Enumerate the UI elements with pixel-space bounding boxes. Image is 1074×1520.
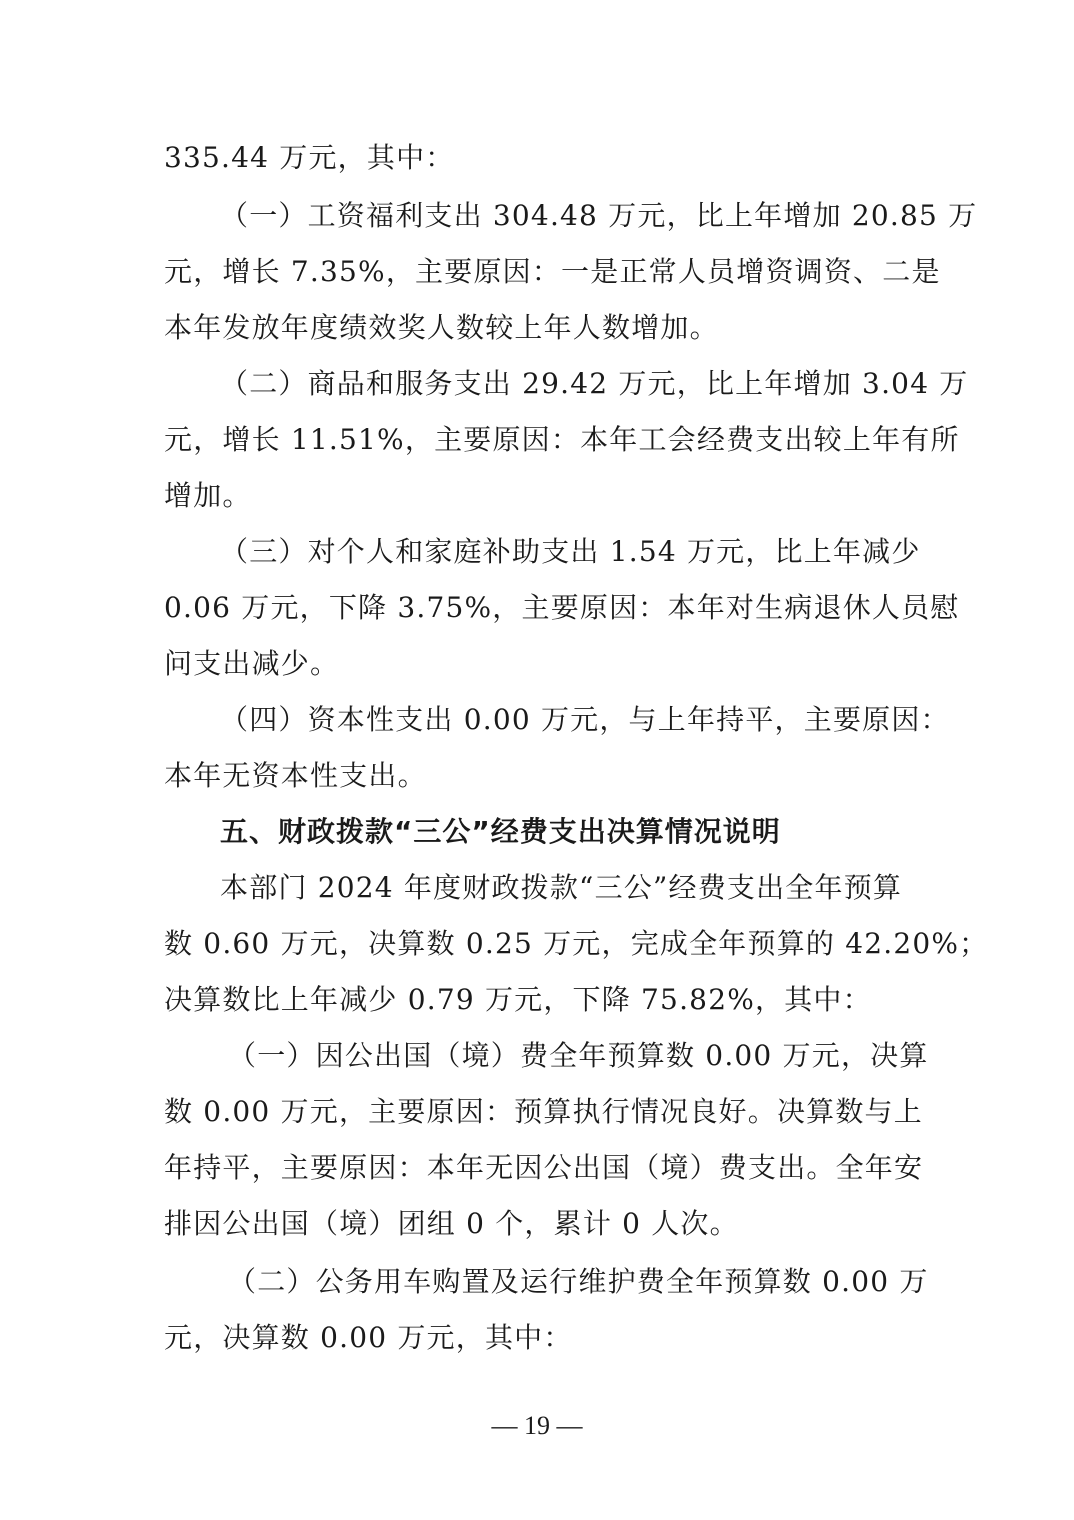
text-line: 元，增长 7.35%，主要原因：一是正常人员增资调资、二是 xyxy=(164,255,941,288)
page-number: — 19 — xyxy=(491,1411,583,1440)
text-line: 本年无资本性支出。 xyxy=(164,759,427,792)
text-line: 元，决算数 0.00 万元，其中： xyxy=(164,1321,573,1354)
text-line: （一）工资福利支出 304.48 万元，比上年增加 20.85 万 xyxy=(220,199,978,232)
text-line: 年持平，主要原因：本年无因公出国（境）费支出。全年安 xyxy=(164,1151,924,1184)
text-line: （四）资本性支出 0.00 万元，与上年持平，主要原因： xyxy=(220,703,950,736)
text-line: 数 0.60 万元，决算数 0.25 万元，完成全年预算的 42.20%； xyxy=(164,927,989,960)
section-heading: 五、财政拨款“三公”经费支出决算情况说明 xyxy=(220,815,781,848)
text-line: 决算数比上年减少 0.79 万元，下降 75.82%，其中： xyxy=(164,983,872,1016)
text-line: 本部门 2024 年度财政拨款“三公”经费支出全年预算 xyxy=(220,871,903,904)
text-line: 问支出减少。 xyxy=(164,647,340,680)
text-line: （三）对个人和家庭补助支出 1.54 万元，比上年减少 xyxy=(220,535,921,568)
text-line: （二）商品和服务支出 29.42 万元，比上年增加 3.04 万 xyxy=(220,367,969,400)
text-line: 335.44 万元，其中： xyxy=(164,141,455,174)
text-line: （一）因公出国（境）费全年预算数 0.00 万元，决算 xyxy=(228,1039,929,1072)
text-line: 数 0.00 万元，主要原因：预算执行情况良好。决算数与上 xyxy=(164,1095,923,1128)
text-line: 0.06 万元，下降 3.75%，主要原因：本年对生病退休人员慰 xyxy=(164,591,960,624)
text-line: （二）公务用车购置及运行维护费全年预算数 0.00 万 xyxy=(228,1265,929,1298)
text-line: 增加。 xyxy=(164,479,252,512)
text-line: 排因公出国（境）团组 0 个，累计 0 人次。 xyxy=(164,1207,739,1240)
text-line: 元，增长 11.51%，主要原因：本年工会经费支出较上年有所 xyxy=(164,423,960,456)
text-line: 本年发放年度绩效奖人数较上年人数增加。 xyxy=(164,311,719,344)
